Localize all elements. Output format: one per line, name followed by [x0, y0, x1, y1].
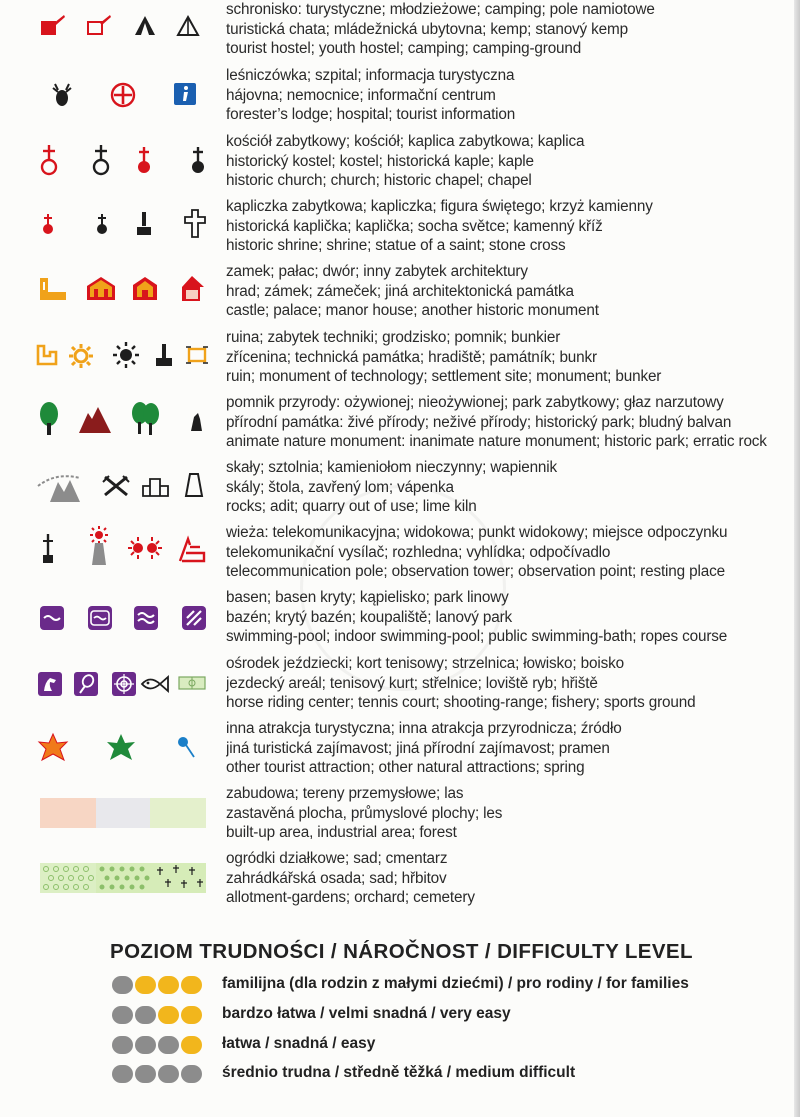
legend-line-cz: zastavěná plocha, průmyslové plochy; les: [226, 804, 503, 822]
spring-icon: [176, 735, 196, 759]
legend-line-cz: telekomunikační vysílač; rozhledna; vyhlídka; odpočívadlo: [226, 543, 611, 561]
castle-icon: [38, 276, 68, 302]
legend-line-pl: ogródki działkowe; sad; cmentarz: [226, 850, 448, 867]
historic-chapel-icon: [134, 146, 154, 176]
difficulty-segment: [112, 1006, 133, 1024]
orchard-swatch: [96, 863, 150, 893]
legend-text: [226, 849, 792, 908]
historic-shrine-icon: [40, 213, 56, 237]
forest-swatch: [150, 798, 206, 828]
legend-line-en: rocks; adit; quarry out of use; lime kiln: [226, 498, 477, 515]
indoor-swimming-pool-icon: [88, 606, 112, 630]
legend-line-cz: hrad; zámek; zámeček; jiná architektonická památka: [226, 282, 574, 300]
difficulty-level-families: [112, 974, 792, 996]
difficulty-indicator: [112, 1006, 204, 1024]
legend-text: [226, 262, 792, 321]
historic-park-icon: [130, 399, 160, 437]
difficulty-indicator: [112, 1036, 204, 1054]
legend-text: [226, 0, 792, 59]
difficulty-level-easy: [112, 1034, 792, 1056]
difficulty-label: familijna (dla rodzin z małymi dziećmi) / pro rodiny / for families: [222, 975, 689, 992]
difficulty-segment: [181, 1065, 202, 1083]
forester-lodge-icon: [50, 82, 74, 110]
difficulty-indicator: [112, 976, 204, 994]
legend-text: [226, 719, 792, 778]
fishery-icon: [140, 674, 170, 694]
rocks-icon: [36, 468, 86, 504]
legend-line-pl: ruina; zabytek techniki; grodzisko; pomnik; bunkier: [226, 329, 561, 346]
difficulty-heading: POZIOM TRUDNOŚCI / NÁROČNOST / DIFFICULTY LEVEL: [110, 940, 693, 963]
legend-line-pl: ośrodek jeździecki; kort tenisowy; strzelnica; łowisko; boisko: [226, 655, 624, 672]
legend-line-en: built-up area, industrial area; forest: [226, 824, 457, 841]
legend-text: [226, 328, 792, 387]
difficulty-level-medium: [112, 1063, 792, 1085]
camping-ground-icon: [176, 15, 200, 37]
legend-line-en: allotment-gardens; orchard; cemetery: [226, 889, 475, 906]
legend-line-en: animate nature monument: inanimate nature monument; historic park; erratic rock: [226, 433, 767, 450]
legend-line-pl: basen; basen kryty; kąpielisko; park linowy: [226, 589, 509, 606]
telecommunication-pole-icon: [40, 533, 56, 565]
observation-tower-icon: [82, 525, 116, 567]
horse-riding-icon: [38, 672, 62, 696]
difficulty-segment: [158, 976, 179, 994]
legend-line-pl: leśniczówka; szpital; informacja turystyczna: [226, 67, 515, 84]
legend-line-pl: kapliczka zabytkowa; kapliczka; figura świętego; krzyż kamienny: [226, 198, 653, 215]
settlement-site-icon: [112, 341, 140, 369]
difficulty-segment: [181, 1006, 202, 1024]
church-icon: [90, 144, 112, 178]
difficulty-segment: [135, 976, 156, 994]
legend-line-cz: bazén; krytý bazén; koupaliště; lanový park: [226, 608, 513, 626]
statue-of-saint-icon: [136, 211, 152, 237]
legend-line-cz: přírodní památka: živé přírody; neživé přírody; historický park; bludný balvan: [226, 413, 732, 431]
legend-line-en: historic shrine; shrine; statue of a saint; stone cross: [226, 237, 566, 254]
hostel-red-icon: [40, 14, 66, 38]
difficulty-segment: [158, 1036, 179, 1054]
legend-line-en: horse riding center; tennis court; shooting-range; fishery; sports ground: [226, 694, 696, 711]
legend-line-pl: pomnik przyrody: ożywionej; nieożywionej; park zabytkowy; głaz narzutowy: [226, 394, 724, 411]
legend-line-cz: turistická chata; mládežnická ubytovna; kemp; stanový kemp: [226, 20, 628, 38]
legend-text: [226, 784, 792, 843]
youth-hostel-icon: [86, 14, 112, 38]
legend-text: [226, 66, 792, 125]
public-swimming-bath-icon: [134, 606, 158, 630]
resting-place-icon: [178, 537, 206, 563]
difficulty-segment: [135, 1065, 156, 1083]
shooting-range-icon: [112, 672, 136, 696]
difficulty-segment: [158, 1065, 179, 1083]
ruin-icon: [36, 344, 60, 366]
hospital-icon: [110, 82, 136, 108]
legend-line-cz: skály; štola, zavřený lom; vápenka: [226, 478, 454, 496]
difficulty-segment: [112, 976, 133, 994]
legend-line-en: other tourist attraction; other natural attractions; spring: [226, 759, 585, 776]
allotment-gardens-swatch: [40, 863, 96, 893]
legend-line-cz: zřícenina; technická památka; hradiště; památník; bunkr: [226, 348, 597, 366]
animate-nature-monument-icon: [38, 401, 60, 437]
difficulty-label: średnio trudna / středně těžká / medium difficult: [222, 1064, 576, 1081]
bunker-icon: [186, 344, 208, 366]
difficulty-label: bardzo łatwa / velmi snadná / very easy: [222, 1005, 511, 1022]
legend-line-cz: historická kaplička; kaplička; socha světce; kamenný kříž: [226, 217, 603, 235]
legend-line-cz: jezdecký areál; tenisový kurt; střelnice; loviště ryb; hřiště: [226, 674, 598, 692]
legend-line-cz: historický kostel; kostel; historická kaple; kaple: [226, 152, 534, 170]
tourist-attraction-icon: [38, 733, 68, 763]
adit-icon: [102, 474, 130, 498]
observation-point-icon: [126, 533, 164, 563]
historic-monument-icon: [180, 275, 206, 303]
legend-text: [226, 523, 792, 582]
industrial-area-swatch: [96, 798, 150, 828]
difficulty-segment: [181, 976, 202, 994]
swimming-pool-icon: [40, 606, 64, 630]
legend-line-en: ruin; monument of technology; settlement site; monument; bunker: [226, 368, 662, 385]
legend-line-pl: schronisko: turystyczne; młodzieżowe; camping; pole namiotowe: [226, 1, 655, 18]
difficulty-segment: [112, 1065, 133, 1083]
legend-text: [226, 393, 792, 452]
natural-attraction-icon: [106, 733, 136, 763]
legend-text: [226, 458, 792, 517]
historic-church-icon: [38, 144, 60, 178]
stone-cross-icon: [184, 209, 206, 239]
tennis-court-icon: [74, 672, 98, 696]
legend-line-en: historic church; church; historic chapel; chapel: [226, 172, 532, 189]
legend-text: [226, 654, 792, 713]
lime-kiln-icon: [184, 472, 204, 498]
difficulty-indicator: [112, 1065, 204, 1083]
legend-line-pl: kościół zabytkowy; kościół; kaplica zabytkowa; kaplica: [226, 133, 585, 150]
difficulty-segment: [181, 1036, 202, 1054]
sports-ground-icon: [178, 676, 206, 690]
legend-line-en: forester’s lodge; hospital; tourist information: [226, 106, 516, 123]
monument-icon: [154, 342, 174, 368]
difficulty-level-very-easy: [112, 1004, 792, 1026]
inanimate-nature-monument-icon: [78, 403, 112, 435]
built-up-area-swatch: [40, 798, 96, 828]
cemetery-swatch: [150, 863, 206, 893]
legend-line-cz: jiná turistická zajímavost; jiná přírodní zajímavost; pramen: [226, 739, 610, 757]
legend-line-pl: inna atrakcja turystyczna; inna atrakcja przyrodnicza; źródło: [226, 720, 622, 737]
difficulty-segment: [135, 1006, 156, 1024]
monument-of-technology-icon: [68, 343, 94, 369]
shrine-icon: [94, 213, 110, 237]
legend-line-pl: zamek; pałac; dwór; inny zabytek architektury: [226, 263, 528, 280]
manor-house-icon: [132, 276, 158, 302]
ropes-course-icon: [182, 606, 206, 630]
difficulty-segment: [112, 1036, 133, 1054]
quarry-icon: [142, 474, 170, 498]
legend-text: [226, 588, 792, 647]
legend-line-en: castle; palace; manor house; another historic monument: [226, 302, 599, 319]
chapel-icon: [188, 146, 208, 176]
legend-line-cz: zahrádkářská osada; sad; hřbitov: [226, 869, 447, 887]
difficulty-segment: [135, 1036, 156, 1054]
legend-line-cz: hájovna; nemocnice; informační centrum: [226, 86, 496, 104]
legend-line-en: swimming-pool; indoor swimming-pool; public swimming-bath; ropes course: [226, 628, 728, 645]
page-edge: [794, 0, 800, 1117]
erratic-rock-icon: [188, 411, 204, 433]
difficulty-segment: [158, 1006, 179, 1024]
legend-line-pl: wieża: telekomunikacyjna; widokowa; punkt widokowy; miejsce odpoczynku: [226, 524, 728, 541]
legend-text: [226, 132, 792, 191]
legend-line-pl: zabudowa; tereny przemysłowe; las: [226, 785, 464, 802]
legend-line-pl: skały; sztolnia; kamieniołom nieczynny; wapiennik: [226, 459, 558, 476]
tourist-information-icon: [174, 83, 196, 105]
camping-icon: [133, 14, 157, 38]
legend-text: [226, 197, 792, 256]
legend-line-en: telecommunication pole; observation tower; observation point; resting place: [226, 563, 725, 580]
legend-line-en: tourist hostel; youth hostel; camping; camping-ground: [226, 40, 582, 57]
difficulty-label: łatwa / snadná / easy: [222, 1035, 376, 1052]
palace-icon: [86, 276, 116, 302]
